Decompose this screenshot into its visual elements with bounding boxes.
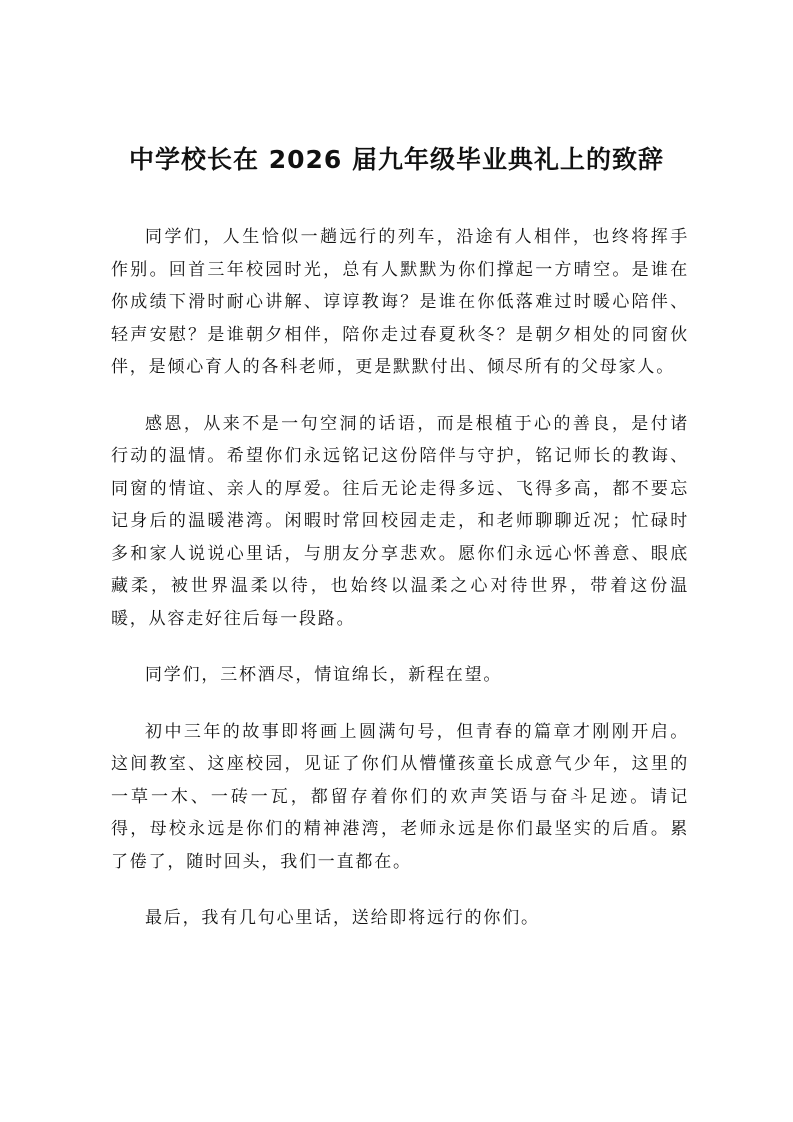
paragraph-3: 同学们，三杯酒尽，情谊绵长，新程在望。 <box>145 665 503 685</box>
document-body <box>111 221 689 959</box>
paragraph-2: 感恩，从来不是一句空洞的话语，而是根植于心的善良，是付诸行动的温情。希望你们永远铭记这份陪伴与守护，铭记师长的教诲、同窗的情谊、亲人的厚爱。往后无论走得多远、飞得多高，都不要忘记身后的温暖港湾。闲暇时常回校园走走，和老师聊聊近况；忙碌时多和家人说说心里话，与朋友分享悲欢。愿你们永远心怀善意、眼底藏柔，被世界温柔以待，也始终以温柔之心对待世界，带着这份温暖，从容走好往后每一段路。 <box>111 413 689 629</box>
paragraph-4: 初中三年的故事即将画上圆满句号，但青春的篇章才刚刚开启。这间教室、这座校园，见证了你们从懵懂孩童长成意气少年，这里的一草一木、一砖一瓦，都留存着你们的欢声笑语与奋斗足迹。请记得，母校永远是你们的精神港湾，老师永远是你们最坚实的后盾。累了倦了，随时回头，我们一直都在。 <box>111 721 689 872</box>
paragraph-5: 最后，我有几句心里话，送给即将远行的你们。 <box>145 908 540 928</box>
paragraph-1: 同学们，人生恰似一趟远行的列车，沿途有人相伴，也终将挥手作别。回首三年校园时光，总有人默默为你们撑起一方晴空。是谁在你成绩下滑时耐心讲解、谆谆教诲？是谁在你低落难过时暖心陪伴、轻声安慰？是谁朝夕相伴，陪你走过春夏秋冬？是朝夕相处的同窗伙伴，是倾心育人的各科老师，更是默默付出、倾尽所有的父母家人。 <box>111 227 689 377</box>
document-title: 中学校长在 2026 届九年级毕业典礼上的致辞 <box>129 145 664 174</box>
